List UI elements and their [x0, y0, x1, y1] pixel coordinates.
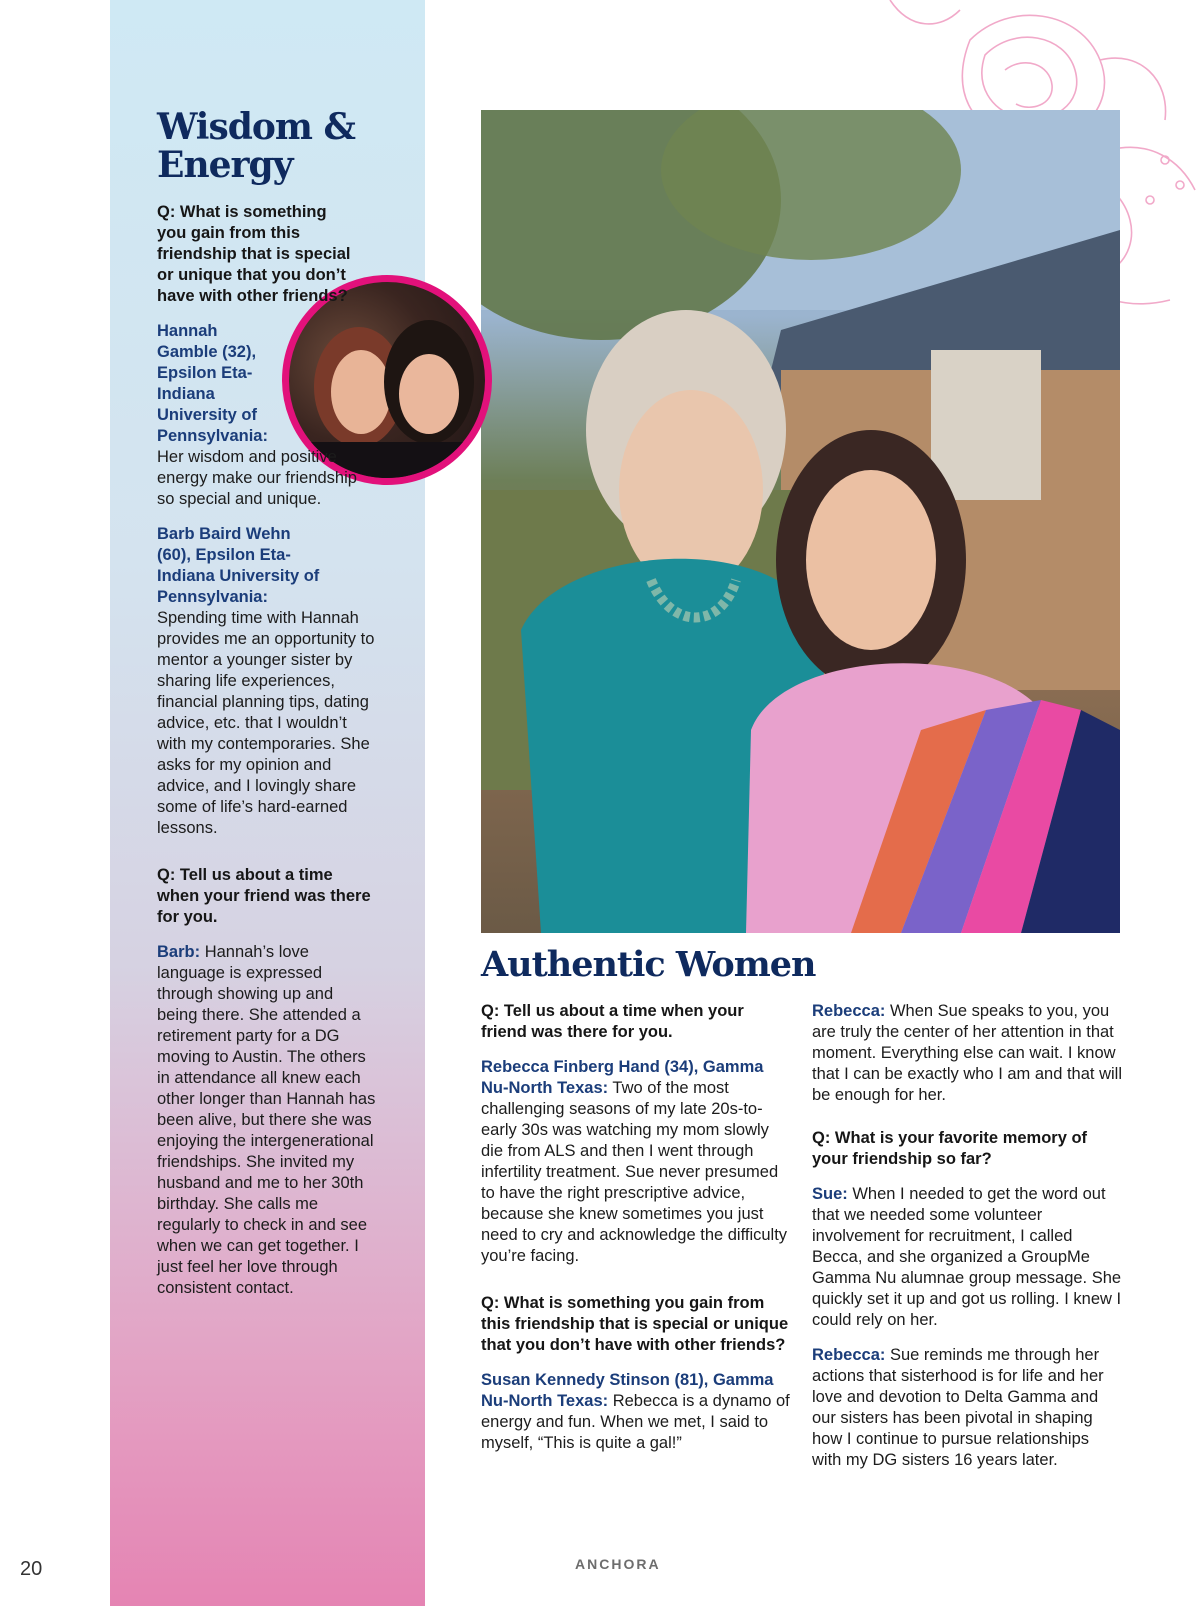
question-3: Q: What is your favorite memory of your friendship so far? — [812, 1129, 1088, 1168]
magazine-name: ANCHORA — [575, 1556, 661, 1572]
answer-text: Rebecca is a dynamo of energy and fun. When we met, I said to myself, “This is quite a gal!” — [481, 1392, 790, 1452]
middle-column — [481, 1001, 791, 1468]
answer-name: Sue: — [812, 1185, 848, 1203]
question-2: Q: Tell us about a time when your friend was there for you. — [157, 866, 371, 926]
answer-text: When I needed to get the word out that we needed some volunteer involvement for recruitment, I called Becca, and she organized a GroupMe Gamma Nu alumnae group message. She quickly set it up and got us rolling. I knew I could rely on her. — [812, 1185, 1122, 1329]
answer-name: Barb Baird Wehn (60), Epsilon Eta-Indiana University of Pennsylvania: — [157, 525, 320, 606]
question-1: Q: Tell us about a time when your friend was there for you. — [481, 1002, 744, 1041]
answer-sue — [812, 1184, 1122, 1331]
right-column — [812, 1001, 1122, 1485]
answer-text: Hannah’s love language is expressed through showing up and being there. She attended a retirement party for a DG moving to Austin. The others in attendance all knew each other longer than Hannah has been alive, but there she was enjoying the intergenerational friendships. She invited my husband and me to her 30th birthday. She calls me regularly to check in and see when we can get together. I just feel her love through consistent contact. — [157, 943, 376, 1297]
answer-name: Barb: — [157, 943, 201, 961]
answer-hannah — [157, 321, 377, 510]
answer-name: Susan Kennedy Stinson (81), Gamma Nu-North Texas: — [481, 1371, 774, 1410]
answer-name: Hannah Gamble (32), Epsilon Eta-Indiana University of Pennsylvania: — [157, 322, 268, 445]
question-2: Q: What is something you gain from this friendship that is special or unique that you don’t have with other friends? — [481, 1294, 789, 1354]
answer-name: Rebecca: — [812, 1002, 886, 1020]
answer-text: Her wisdom and positive energy make our friendship so special and unique. — [157, 448, 357, 508]
answer-rebecca — [481, 1057, 791, 1267]
answer-name: Rebecca: — [812, 1346, 886, 1364]
answer-rebecca-2 — [812, 1001, 1122, 1106]
left-column — [157, 108, 377, 1313]
answer-text: When Sue speaks to you, you are truly the center of her attention in that moment. Everything else can wait. I know that I can be exactly who I am and that will be enough for her. — [812, 1002, 1122, 1104]
question-1: Q: What is something you gain from this friendship that is special or unique that you don’t have with other friends? — [157, 203, 351, 305]
section-heading-authentic-women: Authentic Women — [481, 944, 816, 985]
answer-susan — [481, 1370, 791, 1454]
answer-rebecca-3 — [812, 1345, 1122, 1471]
answer-text: Spending time with Hannah provides me an opportunity to mentor a younger sister by sharing life experiences, financial planning tips, dating advice, etc. that I wouldn’t with my contemporaries. She asks for my opinion and advice, and I lovingly share some of life’s hard-earned lessons. — [157, 609, 375, 837]
answer-text: Two of the most challenging seasons of my late 20s-to-early 30s was watching my mom slowly die from ALS and then I went through infertility treatment. Sue never presumed to have the right prescriptive advice, because she knew sometimes you just need to cry and acknowledge the difficulty you’re facing. — [481, 1079, 788, 1265]
answer-barb-2 — [157, 942, 377, 1299]
answer-name: Rebecca Finberg Hand (34), Gamma Nu-North Texas: — [481, 1058, 764, 1097]
main-photo — [481, 110, 1120, 933]
answer-text: Sue reminds me through her actions that sisterhood is for life and her love and devotion to Delta Gamma and our sisters has been pivotal in shaping how I continue to pursue relationships with my DG sisters 16 years later. — [812, 1346, 1104, 1469]
answer-barb — [157, 524, 377, 839]
page-number: 20 — [20, 1558, 43, 1580]
section-heading-wisdom-energy: Wisdom & Energy — [157, 106, 356, 186]
